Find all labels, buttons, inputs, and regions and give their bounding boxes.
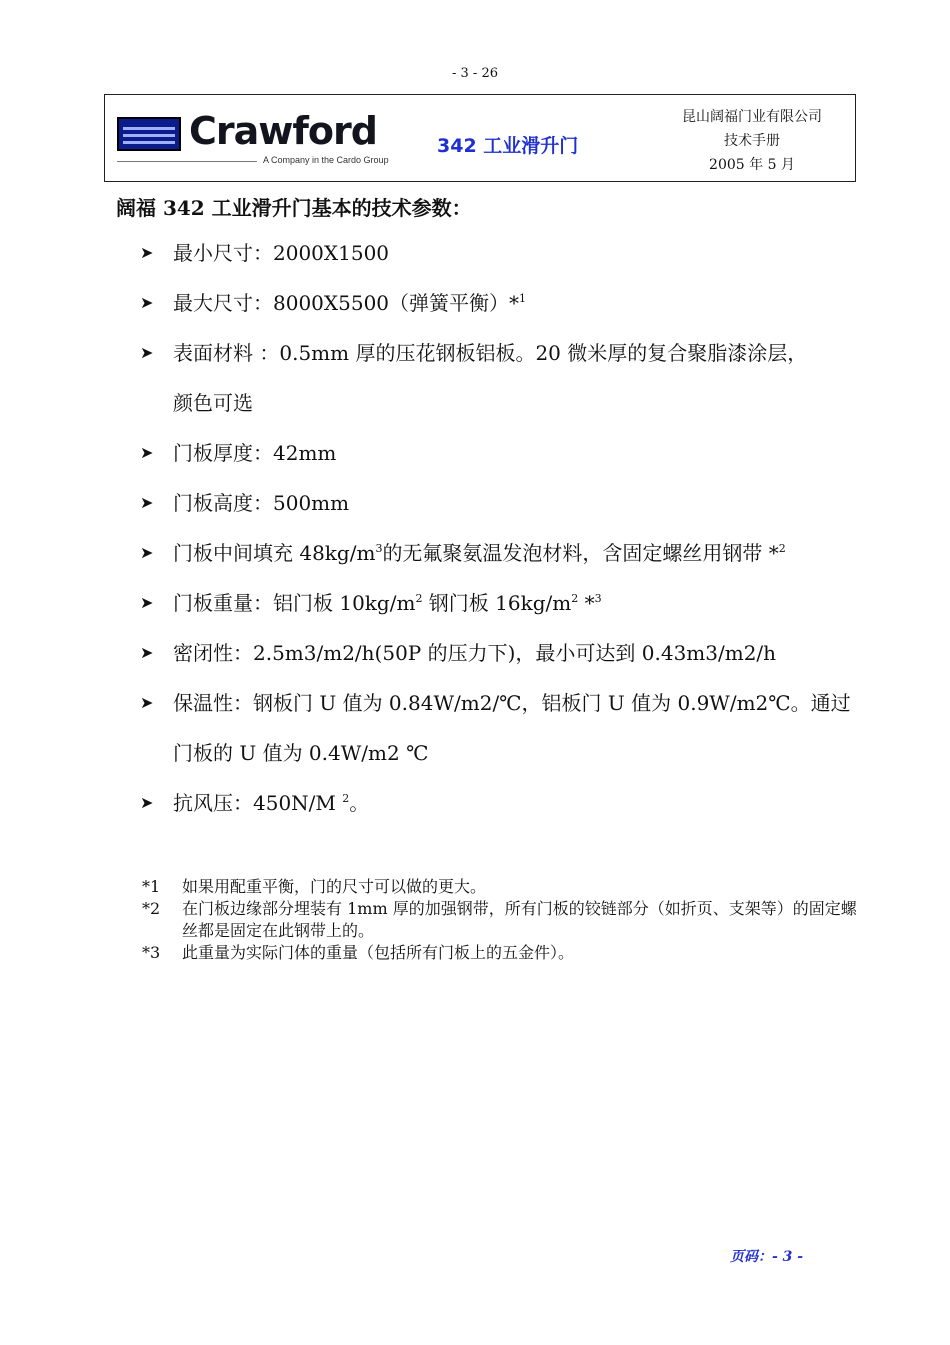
arrow-bullet-icon: ➤ — [140, 443, 154, 462]
product-title: 342 工业滑升门 — [437, 135, 579, 157]
footnote — [142, 898, 866, 942]
footnote — [142, 876, 866, 898]
footnote-mark: *1 — [142, 877, 161, 896]
spec-item — [140, 478, 860, 528]
superscript: 1 — [519, 292, 527, 305]
footnote-text: 如果用配重平衡，门的尺寸可以做的更大。 — [182, 877, 487, 896]
spec-text: * — [578, 591, 595, 615]
arrow-bullet-icon: ➤ — [140, 643, 154, 662]
superscript: 3 — [375, 542, 383, 555]
section-title: 阔福 342 工业滑升门基本的技术参数： — [116, 196, 472, 220]
spec-item — [140, 728, 860, 778]
arrow-bullet-icon: ➤ — [140, 293, 154, 312]
spec-item — [140, 428, 860, 478]
logo-divider — [117, 161, 257, 162]
spec-text: 密闭性：2.5m3/m2/h(50P 的压力下)，最小可达到 0.43m3/m2/h — [173, 641, 777, 665]
spec-text: 最小尺寸：2000X1500 — [173, 241, 390, 265]
spec-text: 门板厚度：42mm — [173, 441, 337, 465]
spec-item — [140, 628, 860, 678]
doc-date: 2005 年 5 月 — [709, 157, 795, 173]
spec-list — [140, 228, 860, 828]
superscript: 2 — [778, 542, 786, 555]
arrow-bullet-icon: ➤ — [140, 593, 154, 612]
spec-text: 。 — [349, 791, 370, 815]
superscript: 2 — [571, 592, 579, 605]
spec-text: 颜色可选 — [173, 391, 253, 415]
document-header — [104, 94, 856, 182]
superscript: 3 — [594, 592, 602, 605]
arrow-bullet-icon: ➤ — [140, 793, 154, 812]
footnote-mark: *3 — [142, 943, 161, 962]
company-name: 昆山阔福门业有限公司 — [682, 109, 822, 125]
logo-subtitle: A Company in the Cardo Group — [263, 155, 389, 165]
spec-text: 的无氟聚氨温发泡材料，含固定螺丝用钢带 * — [382, 541, 779, 565]
spec-text: 表面材料 ：0.5mm 厚的压花钢板铝板。20 微米厚的复合聚脂漆涂层， — [173, 341, 808, 365]
spec-text: 门板中间填充 48kg/m — [173, 541, 376, 565]
spec-item — [140, 778, 860, 828]
arrow-bullet-icon: ➤ — [140, 493, 154, 512]
spec-item — [140, 528, 860, 578]
superscript: 2 — [415, 592, 423, 605]
footnote-text: 此重量为实际门体的重量（包括所有门板上的五金件）。 — [182, 943, 575, 962]
spec-text: 门板高度：500mm — [173, 491, 350, 515]
company-block — [657, 105, 847, 177]
page-marker: - 3 - 26 — [452, 66, 498, 81]
spec-text: 门板的 U 值为 0.4W/m2 ℃ — [173, 741, 429, 765]
page-number: 页码：- 3 - — [730, 1249, 804, 1265]
footnotes — [142, 876, 866, 964]
logo-wordmark: Crawford — [189, 109, 377, 153]
spec-item — [140, 378, 860, 428]
logo-mark-icon — [117, 117, 181, 151]
spec-item — [140, 228, 860, 278]
spec-item — [140, 328, 860, 378]
spec-item — [140, 278, 860, 328]
arrow-bullet-icon: ➤ — [140, 543, 154, 562]
doc-type: 技术手册 — [724, 133, 780, 149]
crawford-logo — [117, 109, 389, 167]
spec-text: 最大尺寸：8000X5500（弹簧平衡）* — [173, 291, 520, 315]
spec-item — [140, 578, 860, 628]
arrow-bullet-icon: ➤ — [140, 243, 154, 262]
spec-text: 门板重量：铝门板 10kg/m — [173, 591, 416, 615]
spec-item — [140, 678, 860, 728]
arrow-bullet-icon: ➤ — [140, 693, 154, 712]
footnote-mark: *2 — [142, 899, 161, 918]
arrow-bullet-icon: ➤ — [140, 343, 154, 362]
footnote-text: 在门板边缘部分埋装有 1mm 厚的加强钢带，所有门板的铰链部分（如折页、支架等）的固定螺丝都是固定在此钢带上的。 — [182, 899, 857, 940]
footnote — [142, 942, 866, 964]
spec-text: 保温性：钢板门 U 值为 0.84W/m2/℃，铝板门 U 值为 0.9W/m2℃。通过 — [173, 691, 851, 715]
spec-text: 抗风压：450N/M — [173, 791, 343, 815]
superscript: 2 — [342, 792, 350, 805]
spec-text: 钢门板 16kg/m — [422, 591, 572, 615]
